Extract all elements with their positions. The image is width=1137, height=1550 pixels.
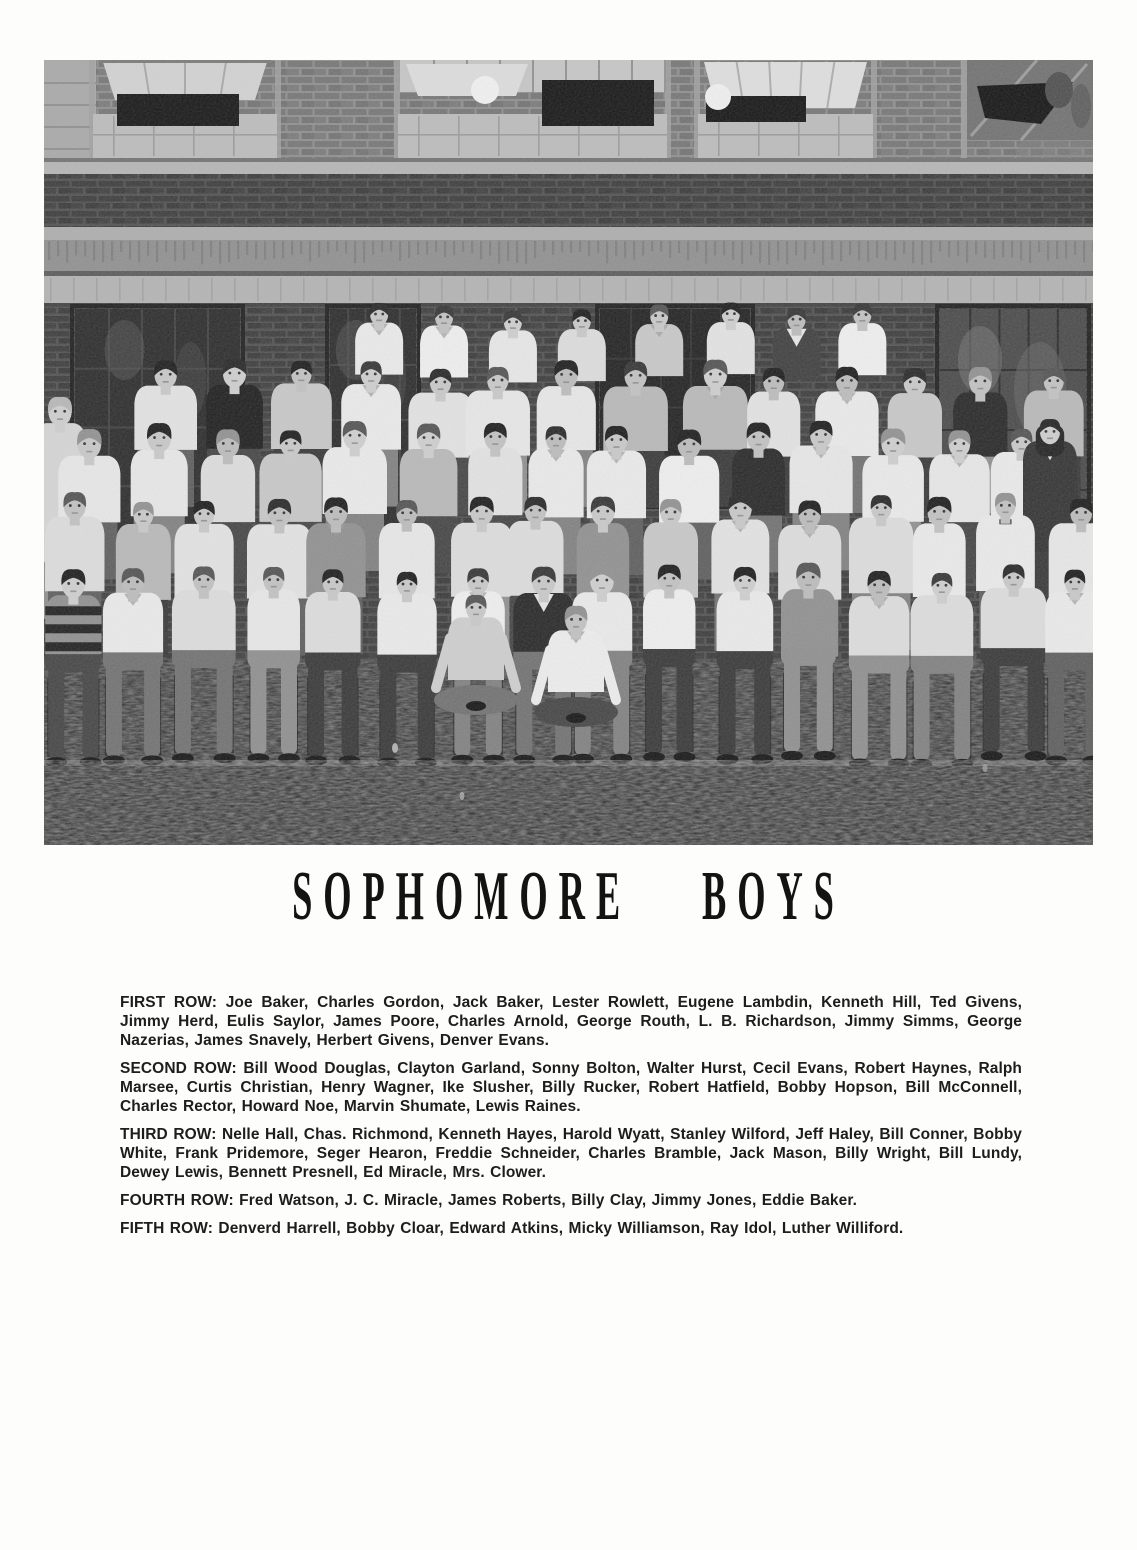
row-label: FOURTH ROW: [120, 1192, 234, 1209]
row-names: Joe Baker, Charles Gordon, Jack Baker, Lester Rowlett, Eugene Lambdin, Kenneth Hill, Ted Givens, Jimmy Herd, Eulis Saylor, James Poore, Charles Arnold, George Routh, L. B. Richardson, Jimmy Simms, George Nazerias, James Snavely, Herbert Givens, Denver Evans. [120, 994, 1022, 1049]
row-names: Nelle Hall, Chas. Richmond, Kenneth Hayes, Harold Wyatt, Stanley Wilford, Jeff Haley, Bill Conner, Bobby White, Frank Pridemore, Seger Hearon, Freddie Schneider, Charles Bramble, Jack Mason, Billy Wright, Bill Lundy, Dewey Lewis, Bennett Presnell, Ed Miracle, Mrs. Clower. [120, 1126, 1022, 1181]
row-names: Bill Wood Douglas, Clayton Garland, Sonny Bolton, Walter Hurst, Cecil Evans, Robert Haynes, Ralph Marsee, Curtis Christian, Henry Wagner, Ike Slusher, Billy Rucker, Robert Hatfield, Bobby Hopson, Bill McConnell, Charles Rector, Howard Noe, Marvin Shumate, Lewis Raines. [120, 1060, 1023, 1115]
page-title-text: SOPHOMORE BOYS [292, 858, 845, 935]
class-photo [44, 60, 1093, 845]
caption-first-row [120, 993, 1022, 1050]
row-label: FIRST ROW: [120, 994, 218, 1011]
caption-block [120, 993, 1022, 1247]
caption-third-row [120, 1125, 1022, 1182]
class-photo-illustration [44, 60, 1093, 845]
row-names: Fred Watson, J. C. Miracle, James Roberts, Billy Clay, Jimmy Jones, Eddie Baker. [239, 1192, 858, 1209]
row-label: THIRD ROW: [120, 1126, 217, 1143]
caption-fifth-row [120, 1219, 1022, 1238]
row-label: FIFTH ROW: [120, 1220, 213, 1237]
row-names: Denverd Harrell, Bobby Cloar, Edward Atkins, Micky Williamson, Ray Idol, Luther Williford. [218, 1220, 904, 1237]
caption-second-row [120, 1059, 1022, 1116]
page-title [0, 858, 1137, 935]
caption-fourth-row [120, 1191, 1022, 1210]
row-label: SECOND ROW: [120, 1060, 237, 1077]
